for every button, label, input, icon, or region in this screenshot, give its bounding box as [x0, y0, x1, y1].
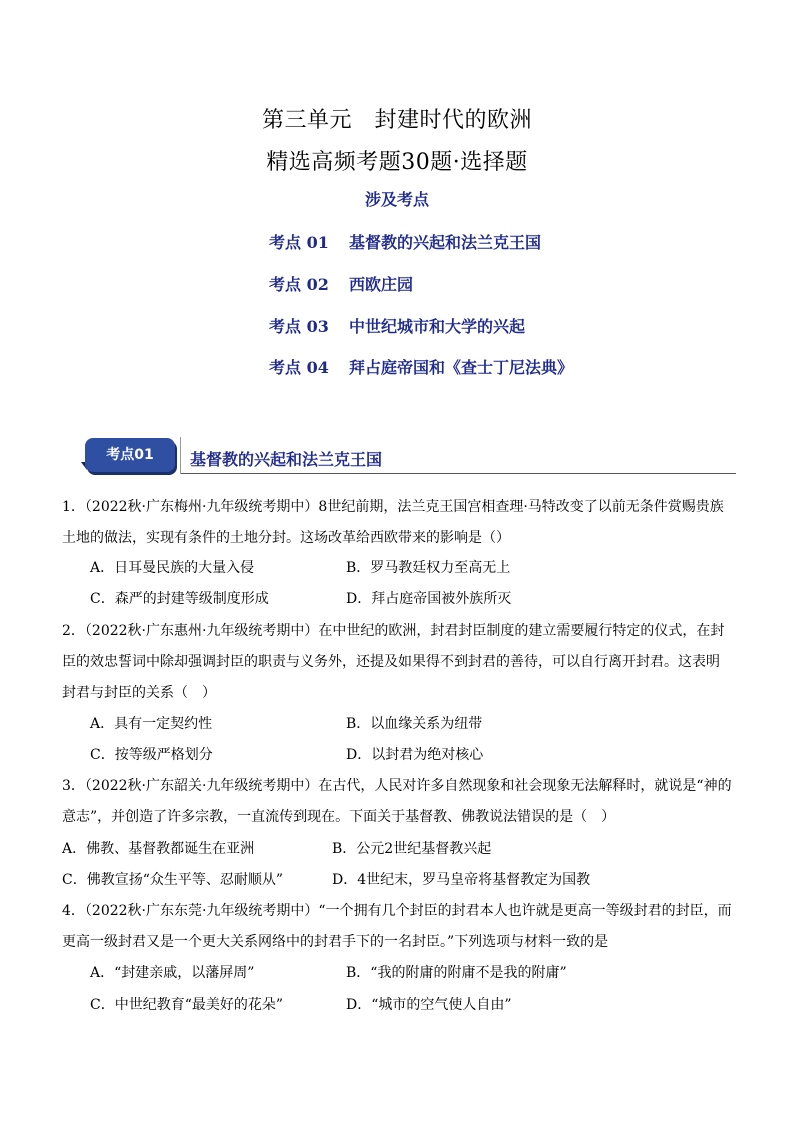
section-divider-vertical [180, 437, 181, 474]
question-2-option-c[interactable]: C．按等级严格划分 [90, 747, 213, 763]
question-3-option-c[interactable]: C．佛教宣扬“众生平等、忍耐顺从” [62, 872, 284, 888]
kaodian-item-01: 考点 01 基督教的兴起和法兰克王国 [269, 233, 542, 252]
section-divider [181, 473, 736, 474]
question-3-option-d[interactable]: D．4世纪末，罗马皇帝将基督教定为国教 [332, 872, 591, 888]
kaodian-item-02: 考点 02 西欧庄园 [269, 275, 414, 294]
question-4-option-d[interactable]: D．“城市的空气使人自由” [346, 997, 512, 1013]
question-2-option-b[interactable]: B．以血缘关系为纽带 [346, 716, 483, 732]
section-badge: 考点01 [85, 438, 175, 472]
page-title: 第三单元 封建时代的欧洲 [261, 108, 532, 133]
question-2-stem: 2．（2022秋·广东惠州·九年级统考期中）在中世纪的欧洲，封君封臣制度的建立需要履行特定的仪式，在封臣的效忠誓词中除却强调封臣的职责与义务外，还提及如果得不到封君的善待，可以自行离开封君。这表明封君与封臣的关系（ ） [62, 623, 725, 701]
question-4-option-a[interactable]: A．“封建亲戚，以藩屏周” [90, 965, 255, 981]
question-1-option-d[interactable]: D．拜占庭帝国被外族所灭 [346, 591, 512, 607]
question-2-option-d[interactable]: D．以封君为绝对核心 [346, 747, 484, 763]
kaodian-item-03: 考点 03 中世纪城市和大学的兴起 [269, 317, 526, 336]
question-1-option-c[interactable]: C．森严的封建等级制度形成 [90, 591, 269, 607]
kaodian-heading: 涉及考点 [364, 190, 429, 209]
kaodian-item-04: 考点 04 拜占庭帝国和《查士丁尼法典》 [269, 358, 574, 377]
question-3-option-b[interactable]: B．公元2世纪基督教兴起 [332, 841, 492, 857]
question-4-option-c[interactable]: C．中世纪教育“最美好的花朵” [90, 997, 284, 1013]
question-1-stem: 1．（2022秋·广东梅州·九年级统考期中）8世纪前期，法兰克王国宫相查理·马特改变了以前无条件赏赐贵族土地的做法，实现有条件的土地分封。这场改革给西欧带来的影响是（） [62, 499, 724, 546]
page-subtitle: 精选高频考题30题·选择题 [266, 150, 528, 175]
question-4-option-b[interactable]: B．“我的附庸的附庸不是我的附庸” [346, 965, 567, 981]
question-1-option-b[interactable]: B．罗马教廷权力至高无上 [346, 560, 511, 576]
question-3-stem: 3．（2022秋·广东韶关·九年级统考期中）在古代，人民对许多自然现象和社会现象无法解释时，就说是“神的意志”，并创造了许多宗教，一直流传到现在。下面关于基督教、佛教说法错误的是（ ） [62, 778, 732, 825]
question-4-stem: 4．（2022秋·广东东莞·九年级统考期中）“一个拥有几个封臣的封君本人也许就是更高一等级封君的封臣，而更高一级封君又是一个更大关系网络中的封君手下的一名封臣。”下列选项与材料一致的是 [62, 903, 732, 950]
question-3-option-a[interactable]: A．佛教、基督教都诞生在亚洲 [62, 841, 255, 857]
question-1-option-a[interactable]: A．日耳曼民族的大量入侵 [90, 560, 255, 576]
question-2-option-a[interactable]: A．具有一定契约性 [90, 716, 213, 732]
section-title: 基督教的兴起和法兰克王国 [190, 450, 383, 469]
